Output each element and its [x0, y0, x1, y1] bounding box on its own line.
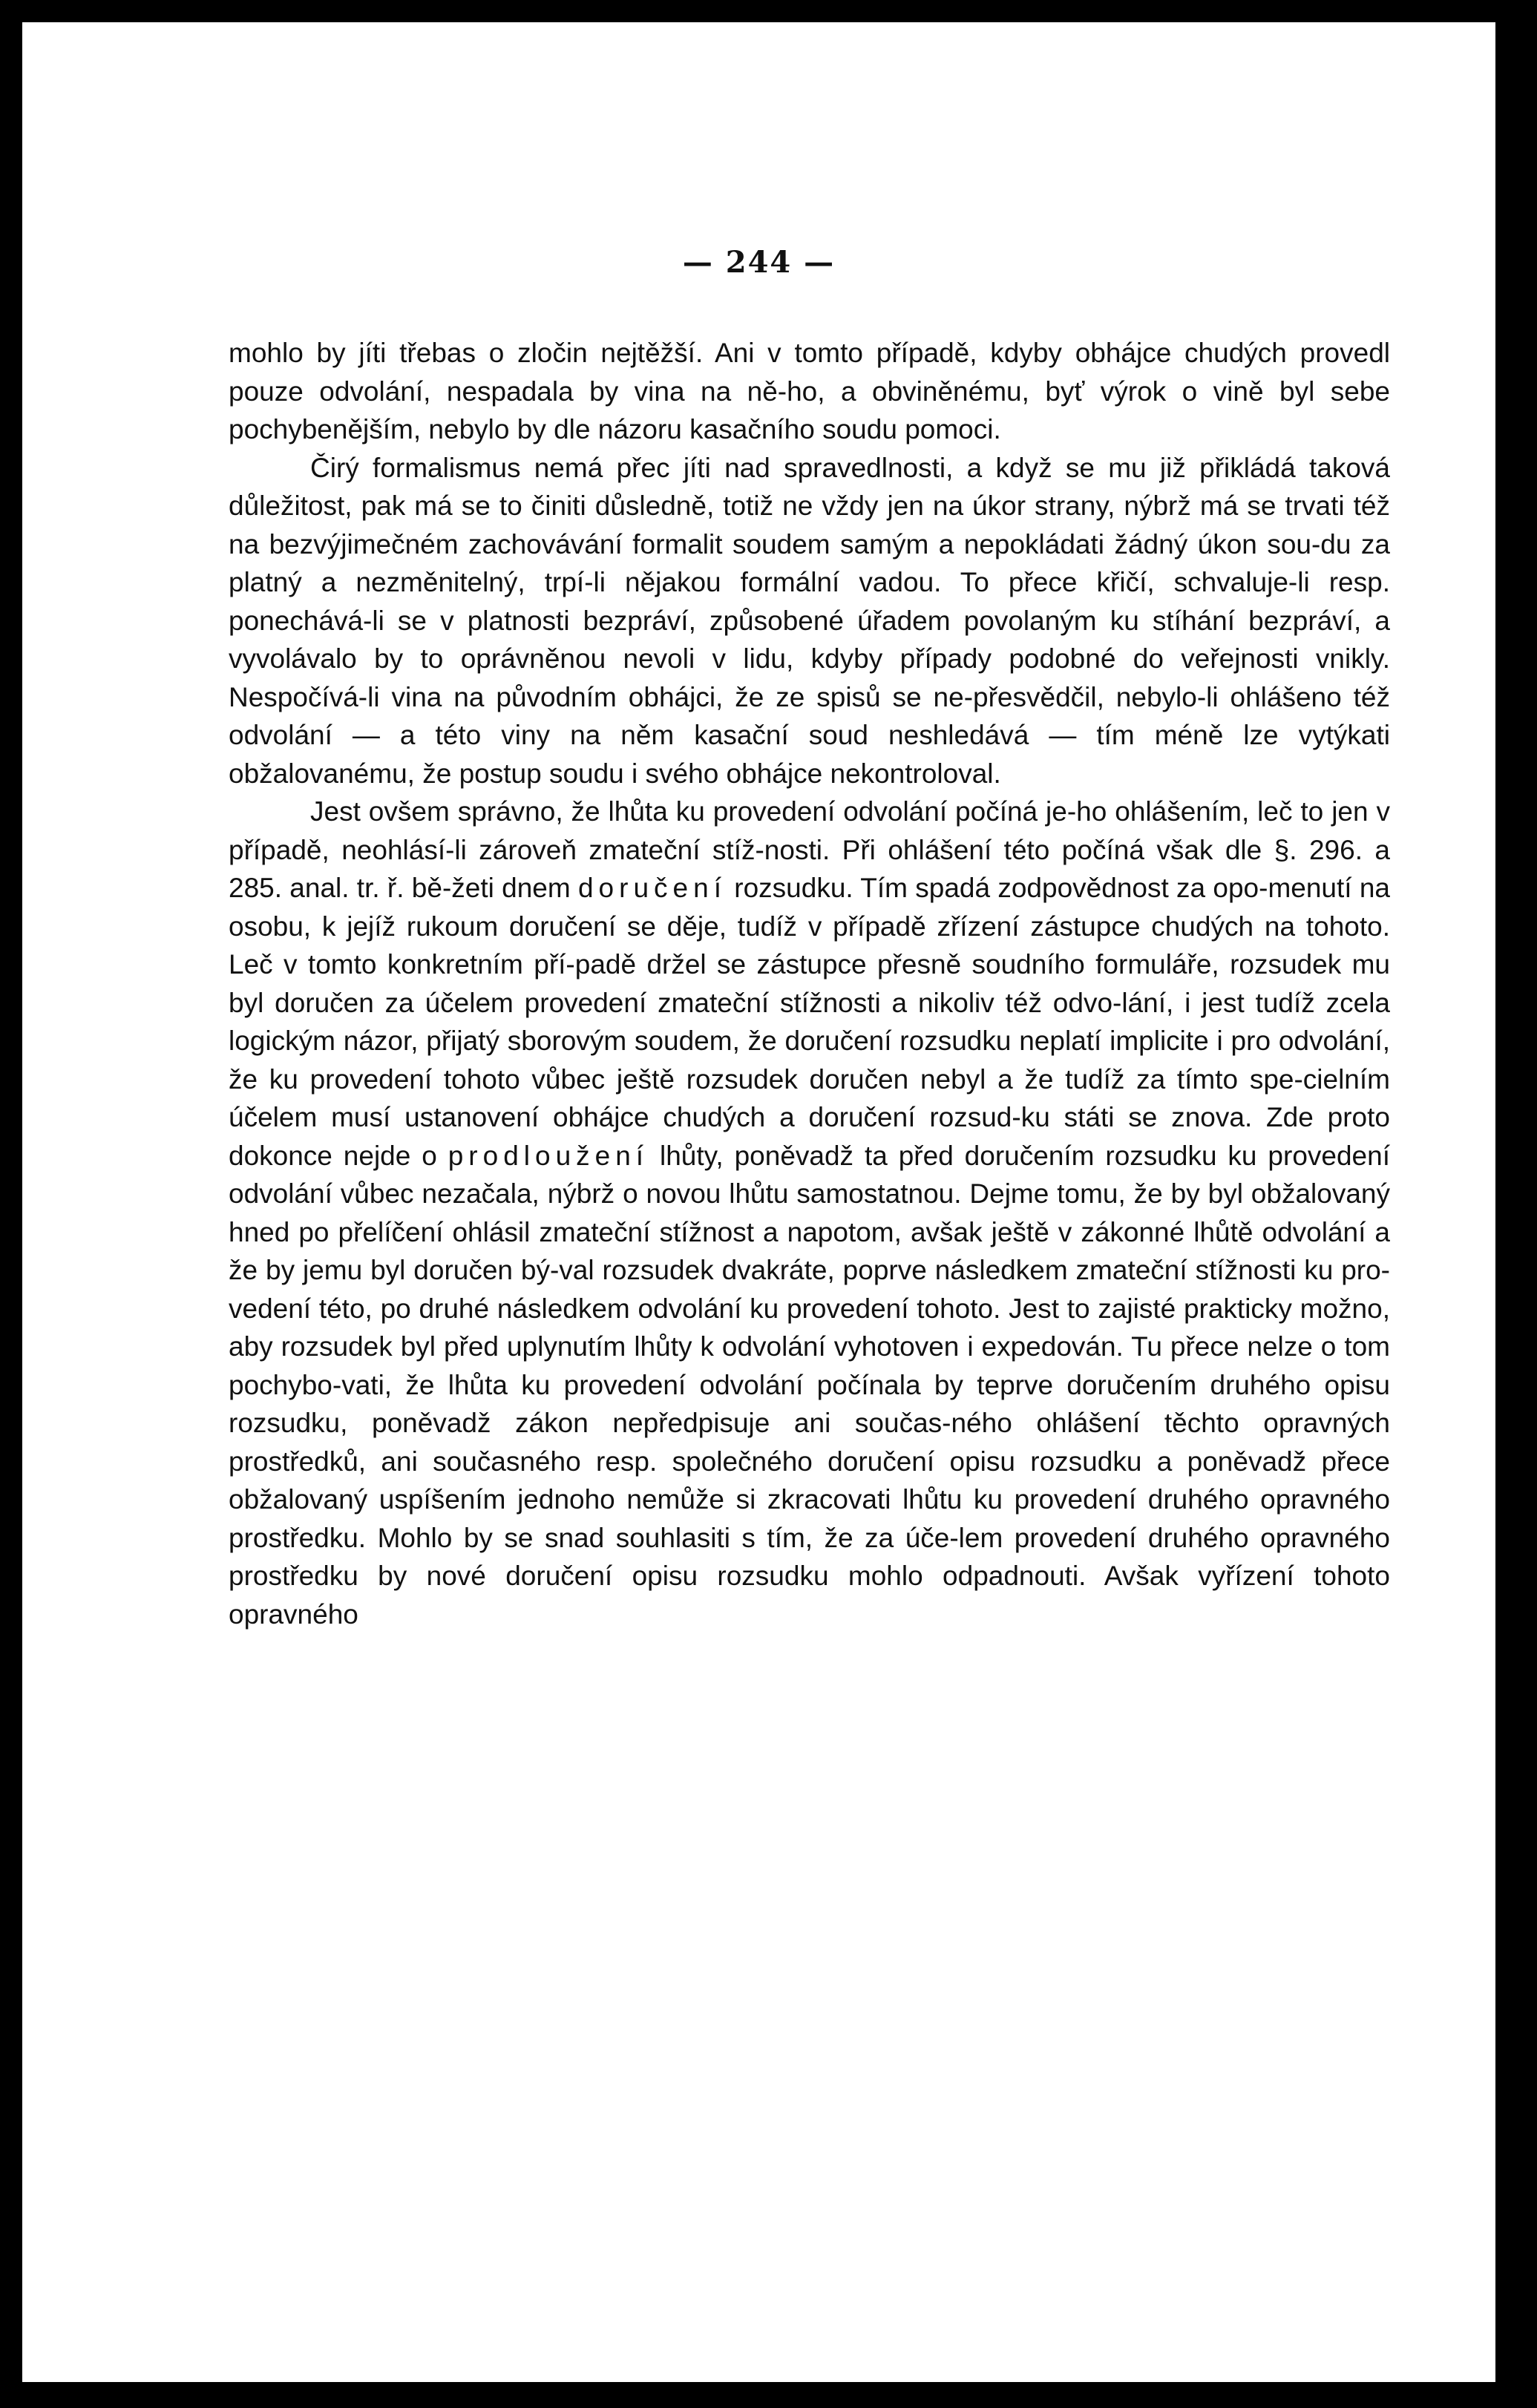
- text-segment: Jest ovšem správno, že lhůta ku provedení odvolání počíná je-ho ohlášením, leč to jen v případě, neohlásí-li zároveň zmateční stíž-nosti. Při ohlášení této počíná však dle §. 296. a 285. anal. tr. ř. bě-žeti dnem: [229, 796, 1390, 903]
- emphasized-word: prodloužení: [448, 1140, 649, 1171]
- text-segment: rozsudku. Tím spadá zodpovědnost za opo-menutí na osobu, k jejíž rukoum doručení se děje, tudíž v případě zřízení zástupce chudých na tohoto. Leč v tomto konkretním pří-padě držel se zástupce přesně soudního formuláře, rozsudek mu byl doručen za účelem provedení zmateční stížnosti a nikoliv též odvo-lání, i jest tudíž zcela logickým názor, přijatý sborovým soudem, že doručení rozsudku neplatí implicite i pro odvolání, že ku provedení tohoto vůbec ještě rozsudek doručen nebyl a že tudíž za tímto spe-cielním účelem musí ustanovení obhájce chudých a doručení rozsud-ku státi se znova. Zde proto dokonce nejde o: [229, 873, 1391, 1171]
- paragraph: [229, 793, 1390, 1633]
- paragraph: [229, 334, 1390, 449]
- text-segment: Čirý formalismus nemá přec jíti nad spravedlnosti, a když se mu již přikládá taková důležitost, pak má se to činiti důsledně, totiž ne vždy jen na úkor strany, nýbrž má se trvati též na bezvýjimečném zachovávání formalit soudem samým a nepokládati žádný úkon sou-du za platný a nezměnitelný, trpí-li nějakou formální vadou. To přece křičí, schvaluje-li resp. ponechává-li se v platnosti bezpráví, způsobené úřadem povolaným ku stíhání bezpráví, a vyvolávalo by to oprávněnou nevoli v lidu, kdyby případy podobné do veřejnosti vnikly. Nespočívá-li vina na původním obhájci, že ze spisů se ne-přesvědčil, nebylo-li ohlášeno též odvolání — a této viny na něm kasační soud neshledává — tím méně lze vytýkati obžalovanému, že postup soudu i svého obhájce nekontroloval.: [229, 452, 1390, 789]
- book-page: [22, 22, 1495, 2382]
- text-segment: lhůty, poněvadž ta před doručením rozsudku ku provedení odvolání vůbec nezačala, nýbrž o novou lhůtu samostatnou. Dejme tomu, že by byl obžalovaný hned po přelíčení ohlásil zmateční stížnost a napotom, avšak ještě v zákonné lhůtě odvolání a že by jemu byl doručen bý-val rozsudek dvakráte, poprve následkem zmateční stížnosti ku pro-vedení této, po druhé následkem odvolání ku provedení tohoto. Jest to zajisté prakticky možno, aby rozsudek byl před uplynutím lhůty k odvolání vyhotoven i expedován. Tu přece nelze o tom pochybo-vati, že lhůta ku provedení odvolání počínala by teprve doručením druhého opisu rozsudku, poněvadž zákon nepředpisuje ani součas-ného ohlášení těchto opravných prostředků, ani současného resp. společného doručení opisu rozsudku a poněvadž přece obžalovaný uspíšením jednoho nemůže si zkracovati lhůtu ku provedení druhého opravného prostředku. Mohlo by se snad souhlasiti s tím, že za úče-lem provedení druhého opravného prostředku by nové doručení opisu rozsudku mohlo odpadnouti. Avšak vyřízení tohoto opravného: [229, 1140, 1390, 1630]
- text-segment: mohlo by jíti třebas o zločin nejtěžší. Ani v tomto případě, kdyby obhájce chudých provedl pouze odvolání, nespadala by vina na ně-ho, a obviněnému, byť výrok o vině byl sebe pochybenějším, nebylo by dle názoru kasačního soudu pomoci.: [229, 338, 1390, 444]
- paragraph: [229, 449, 1390, 793]
- page-number: — 244 —: [682, 245, 836, 280]
- emphasized-word: doručení: [577, 873, 727, 903]
- body-text: [229, 334, 1390, 1633]
